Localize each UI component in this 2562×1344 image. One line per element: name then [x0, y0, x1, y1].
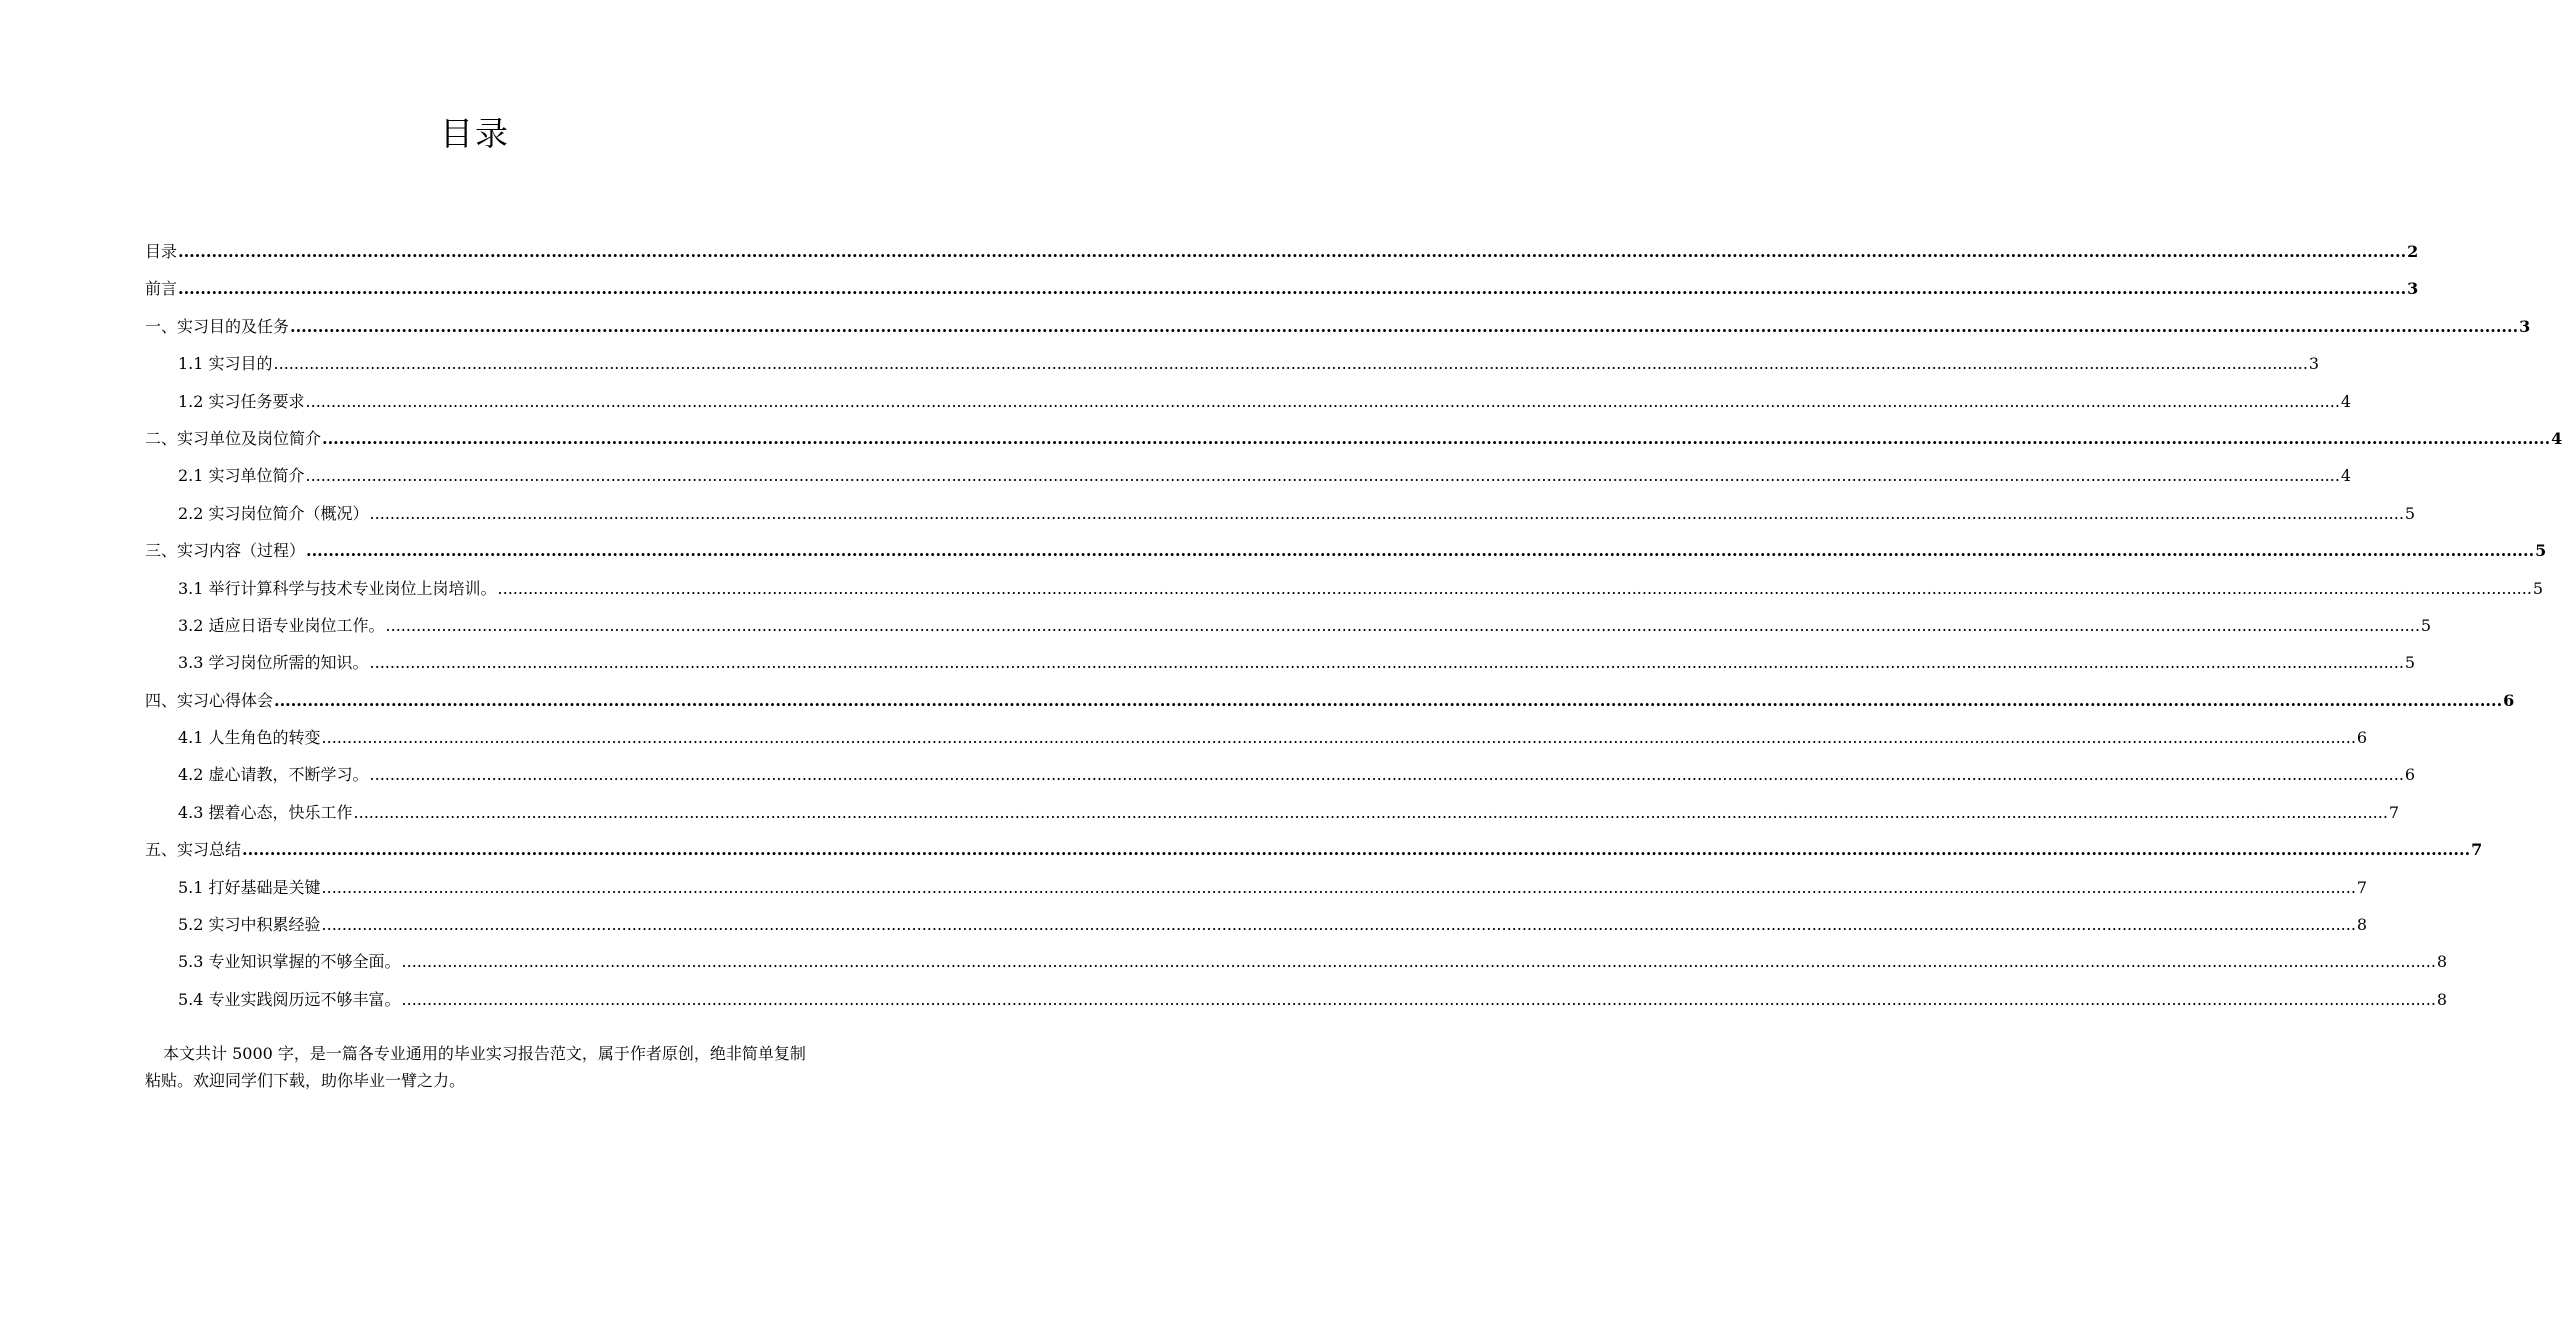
toc-entry-page-number: 4	[2551, 428, 2562, 448]
toc-entry-title: 二、实习单位及岗位简介	[145, 428, 322, 448]
toc-entry-title: 5.3 专业知识掌握的不够全面。	[178, 952, 401, 972]
toc-entry[interactable]	[145, 831, 2483, 868]
toc-entry[interactable]	[145, 345, 2320, 382]
toc-entry[interactable]	[145, 682, 2515, 719]
toc-dot-leader: ................................................................................................................................................................................................................................................................................................................................................................................................................	[321, 915, 2356, 935]
toc-entry-page-number: 4	[2340, 466, 2352, 486]
toc-dot-leader: ................................................................................................................................................................................................................................................................................................................................................................................................................	[353, 802, 2388, 822]
toc-entry-title: 2.1 实习单位简介	[178, 466, 305, 486]
toc-entry-page-number: 5	[2532, 578, 2544, 598]
toc-entry-page-number: 7	[2471, 840, 2483, 860]
toc-dot-leader: ................................................................................................................................................................................................................................................................................................................................................................................................................	[305, 466, 2340, 486]
toc-entry-page-number: 8	[2356, 915, 2368, 935]
toc-dot-leader: ................................................................................................................................................................................................................................................................................................................................................................................................................	[321, 877, 2356, 897]
toc-dot-leader: ................................................................................................................................................................................................................................................................................................................................................................................................................	[385, 615, 2420, 635]
toc-entry-page-number: 2	[2407, 242, 2419, 261]
toc-dot-leader: ................................................................................................................................................................................................................................................................................................................................................................................................................	[401, 989, 2436, 1009]
toc-entry-title: 四、实习心得体会	[145, 690, 274, 710]
toc-dot-leader: ................................................................................................................................................................................................................................................................................................................................................................................................................	[322, 428, 2551, 448]
toc-dot-leader: ................................................................................................................................................................................................................................................................................................................................................................................................................	[321, 728, 2356, 748]
toc-entry-title: 5.4 专业实践阅历远不够丰富。	[178, 989, 401, 1009]
toc-entry-page-number: 6	[2503, 690, 2515, 710]
toc-entry[interactable]	[145, 383, 2352, 420]
toc-entry-title: 3.1 举行计算科学与技术专业岗位上岗培训。	[178, 578, 497, 598]
toc-entry[interactable]	[145, 719, 2368, 756]
toc-dot-leader: ................................................................................................................................................................................................................................................................................................................................................................................................................	[369, 765, 2404, 785]
toc-entry-page-number: 8	[2436, 989, 2448, 1009]
toc-entry-page-number: 6	[2404, 765, 2416, 785]
toc-entry[interactable]	[145, 308, 2531, 345]
table-of-contents	[145, 233, 2562, 1018]
toc-entry[interactable]	[145, 644, 2416, 681]
toc-entry[interactable]	[145, 756, 2416, 793]
toc-entry-page-number: 5	[2404, 653, 2416, 673]
toc-dot-leader: ................................................................................................................................................................................................................................................................................................................................................................................................................	[242, 840, 2471, 860]
toc-dot-leader: ................................................................................................................................................................................................................................................................................................................................................................................................................	[369, 503, 2404, 523]
toc-dot-leader: ................................................................................................................................................................................................................................................................................................................................................................................................................	[401, 952, 2436, 972]
toc-entry-page-number: 6	[2356, 728, 2368, 748]
toc-entry-page-number: 7	[2388, 802, 2400, 822]
toc-entry-page-number: 3	[2308, 354, 2320, 374]
toc-entry-page-number: 4	[2340, 391, 2352, 411]
toc-entry[interactable]	[145, 270, 2419, 307]
toc-entry[interactable]	[145, 495, 2416, 532]
toc-dot-leader: ................................................................................................................................................................................................................................................................................................................................................................................................................	[290, 316, 2519, 336]
toc-entry-page-number: 8	[2436, 952, 2448, 972]
toc-entry-title: 2.2 实习岗位简介（概况）	[178, 503, 369, 523]
toc-entry-page-number: 5	[2420, 615, 2432, 635]
toc-entry-page-number: 3	[2407, 279, 2419, 299]
toc-entry-title: 4.2 虚心请教，不断学习。	[178, 765, 369, 785]
toc-entry[interactable]	[145, 794, 2400, 831]
toc-entry-title: 1.1 实习目的	[178, 354, 273, 374]
toc-entry-title: 一、实习目的及任务	[145, 316, 290, 336]
toc-dot-leader: ................................................................................................................................................................................................................................................................................................................................................................................................................	[369, 653, 2404, 673]
toc-entry-page-number: 5	[2535, 541, 2547, 561]
toc-entry[interactable]	[145, 457, 2352, 494]
toc-entry[interactable]	[145, 943, 2448, 980]
toc-entry-title: 5.1 打好基础是关键	[178, 877, 321, 897]
toc-dot-leader: ................................................................................................................................................................................................................................................................................................................................................................................................................	[273, 354, 2308, 374]
toc-dot-leader: ................................................................................................................................................................................................................................................................................................................................................................................................................	[306, 541, 2535, 561]
toc-entry[interactable]	[145, 906, 2368, 943]
toc-dot-leader: ................................................................................................................................................................................................................................................................................................................................................................................................................	[497, 578, 2532, 598]
toc-entry-page-number: 5	[2404, 503, 2416, 523]
toc-dot-leader: ................................................................................................................................................................................................................................................................................................................................................................................................................	[305, 391, 2340, 411]
toc-entry[interactable]	[145, 532, 2547, 569]
toc-entry-title: 五、实习总结	[145, 840, 242, 860]
toc-entry-title: 4.3 摆着心态，快乐工作	[178, 802, 353, 822]
toc-entry-page-number: 3	[2519, 316, 2531, 336]
page-title: 目录	[440, 114, 510, 153]
toc-dot-leader: ................................................................................................................................................................................................................................................................................................................................................................................................................	[178, 279, 2407, 299]
toc-entry-title: 5.2 实习中积累经验	[178, 915, 321, 935]
toc-entry[interactable]	[145, 420, 2562, 457]
toc-entry-title: 4.1 人生角色的转变	[178, 728, 321, 748]
toc-entry[interactable]	[145, 607, 2432, 644]
toc-entry-title: 3.3 学习岗位所需的知识。	[178, 653, 369, 673]
toc-entry-title: 三、实习内容（过程）	[145, 541, 306, 561]
toc-entry[interactable]	[145, 570, 2544, 607]
toc-entry-page-number: 7	[2356, 877, 2368, 897]
toc-entry-title: 3.2 适应日语专业岗位工作。	[178, 615, 385, 635]
toc-entry[interactable]	[145, 869, 2368, 906]
toc-dot-leader: ................................................................................................................................................................................................................................................................................................................................................................................................................	[178, 242, 2407, 261]
toc-dot-leader: ................................................................................................................................................................................................................................................................................................................................................................................................................	[274, 690, 2503, 710]
toc-entry[interactable]	[145, 981, 2448, 1018]
toc-entry-title: 1.2 实习任务要求	[178, 391, 305, 411]
toc-entry-title: 目录	[145, 242, 178, 261]
toc-entry-title: 前言	[145, 279, 178, 299]
toc-entry[interactable]	[145, 233, 2419, 270]
intro-note: 本文共计 5000 字，是一篇各专业通用的毕业实习报告范文，属于作者原创，绝非简单复制粘贴。欢迎同学们下载，助你毕业一臂之力。	[145, 1044, 806, 1090]
